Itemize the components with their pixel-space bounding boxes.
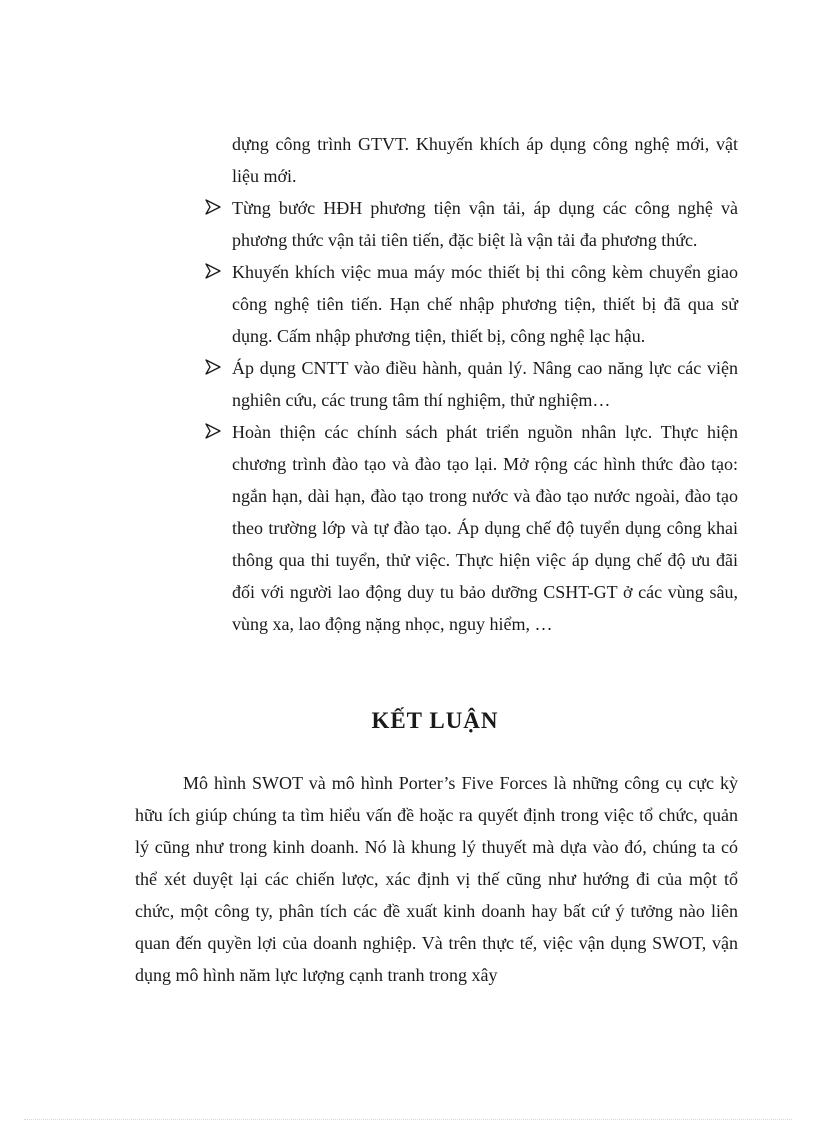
continuation-text: dựng công trình GTVT. Khuyến khích áp dụng công nghệ mới, vật liệu mới. bbox=[232, 134, 738, 186]
bullet-text: Từng bước HĐH phương tiện vận tải, áp dụng các công nghệ và phương thức vận tải tiên tiến, đặc biệt là vận tải đa phương thức. bbox=[232, 198, 738, 250]
page-divider bbox=[24, 1119, 792, 1120]
list-item bbox=[0, 256, 816, 352]
arrow-bullet-icon bbox=[205, 199, 221, 215]
bullet-text: Áp dụng CNTT vào điều hành, quản lý. Nâng cao năng lực các viện nghiên cứu, các trung tâm thí nghiệm, thử nghiệm… bbox=[232, 358, 738, 410]
bullet-text: Hoàn thiện các chính sách phát triển nguồn nhân lực. Thực hiện chương trình đào tạo và đào tạo lại. Mở rộng các hình thức đào tạo: ngắn hạn, dài hạn, đào tạo trong nước và đào tạo nước ngoài, đào tạo theo trường lớp và tự đào tạo. Áp dụng chế độ tuyển dụng công khai thông qua thi tuyển, thử việc. Thực hiện việc áp dụng chế độ ưu đãi đối với người lao động duy tu bảo dưỡng CSHT-GT ở các vùng sâu, vùng xa, lao động nặng nhọc, nguy hiểm, … bbox=[232, 422, 738, 634]
list-item bbox=[0, 192, 816, 256]
bullet-list bbox=[0, 192, 816, 640]
arrow-bullet-icon bbox=[205, 263, 221, 279]
list-item bbox=[0, 416, 816, 640]
section-heading: KẾT LUẬN bbox=[371, 708, 499, 733]
conclusion-paragraph: Mô hình SWOT và mô hình Porter’s Five Forces là những công cụ cực kỳ hữu ích giúp chúng ta tìm hiểu vấn đề hoặc ra quyết định trong việc tổ chức, quản lý cũng như trong kinh doanh. Nó là khung lý thuyết mà dựa vào đó, chúng ta có thể xét duyệt lại các chiến lược, xác định vị thế cũng như hướng đi của một tổ chức, một công ty, phân tích các đề xuất kinh doanh hay bất cứ ý tưởng nào liên quan đến quyền lợi của doanh nghiệp. Và trên thực tế, việc vận dụng SWOT, vận dụng mô hình năm lực lượng cạnh tranh trong xây bbox=[135, 773, 738, 985]
arrow-bullet-icon bbox=[205, 359, 221, 375]
list-item bbox=[0, 352, 816, 416]
bullet-text: Khuyến khích việc mua máy móc thiết bị thi công kèm chuyển giao công nghệ tiên tiến. Hạn chế nhập phương tiện, thiết bị đã qua sử dụng. Cấm nhập phương tiện, thiết bị, công nghệ lạc hậu. bbox=[232, 262, 738, 346]
arrow-bullet-icon bbox=[205, 423, 221, 439]
